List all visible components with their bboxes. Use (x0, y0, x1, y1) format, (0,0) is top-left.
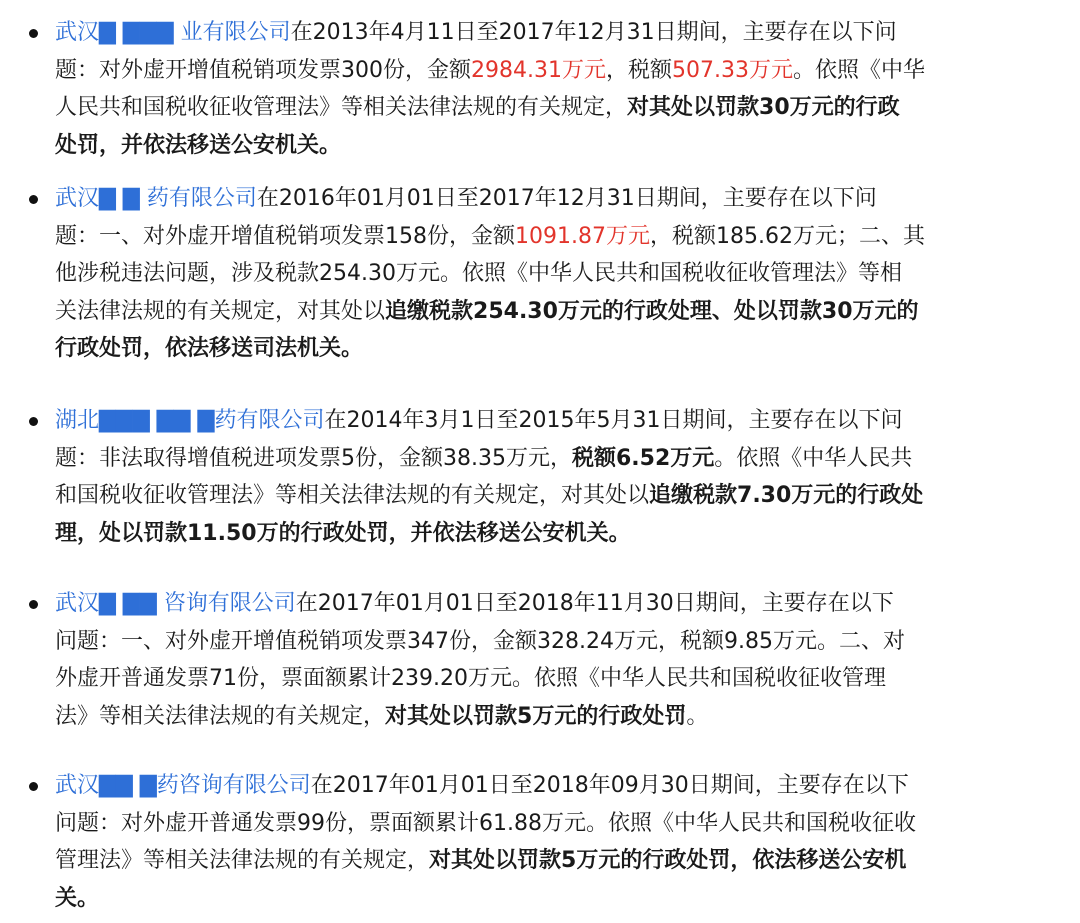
text-span: 在2016年01月01日至2017年12月31日期间，主要存在以下问 (256, 186, 877, 211)
text-span: 法》等相关法律法规的有关规定， (55, 703, 386, 729)
text-span: 在2014年3月1日至2015年5月31日期间，主要存在以下问 (324, 408, 903, 433)
text-span: ，税额 (605, 57, 672, 83)
text-line (55, 127, 1055, 165)
penalty-emphasis: 对其处以罚款5万元的行政处罚，依法移送公安机 (429, 848, 907, 873)
text-line (55, 218, 1055, 256)
company-link[interactable]: 武汉▇ ▇ 药有限公司 (55, 186, 257, 211)
text-span: 题：非法取得增值税进项发票5份，金额38.35万元， (55, 445, 572, 471)
text-line (55, 255, 1055, 293)
text-span: 。 (686, 703, 709, 729)
text-line (55, 293, 1055, 331)
text-span: 在2017年01月01日至2018年09月30日期间，主要存在以下 (310, 773, 909, 798)
penalty-emphasis: 行政处罚，依法移送司法机关。 (55, 336, 364, 361)
text-line (55, 623, 1055, 661)
bullet-icon (29, 782, 38, 791)
text-span: 外虚开普通发票71份，票面额累计239.20万元。依照《中华人民共和国税收征收管理 (55, 666, 886, 691)
text-span: 和国税收征收管理法》等相关法律法规的有关规定，对其处以 (55, 483, 650, 508)
text-span: 问题：对外虚开普通发票99份，票面额累计61.88万元。依照《中华人民共和国税收征收 (55, 810, 916, 836)
text-line (55, 440, 1055, 478)
amount-highlight: 2984.31万元 (471, 57, 606, 83)
amount-highlight: 1091.87万元 (515, 223, 650, 249)
penalty-emphasis: 关。 (55, 885, 100, 911)
penalty-emphasis: 处罚，并依法移送公安机关。 (55, 132, 342, 158)
bullet-icon (29, 195, 38, 204)
text-line (55, 52, 1055, 90)
text-line (55, 14, 1055, 52)
bullet-icon (29, 600, 38, 609)
text-line (55, 585, 1055, 623)
text-span: 在2013年4月11日至2017年12月31日期间，主要存在以下问 (290, 20, 897, 45)
text-line (55, 698, 1055, 736)
text-span: 他涉税违法问题，涉及税款254.30万元。依照《中华人民共和国税收征收管理法》等相 (55, 261, 902, 286)
text-line (55, 180, 1055, 218)
text-span: 人民共和国税收征收管理法》等相关法律法规的有关规定， (55, 95, 628, 120)
text-span: 问题：一、对外虚开增值税销项发票347份，金额328.24万元，税额9.85万元。二、对 (55, 628, 905, 654)
text-line (55, 805, 1055, 843)
penalty-emphasis: 对其处以罚款30万元的行政 (627, 95, 900, 120)
text-line (55, 842, 1055, 880)
bullet-icon (29, 29, 38, 38)
text-line (55, 330, 1055, 368)
text-line (55, 477, 1055, 515)
penalty-emphasis: 追缴税款254.30万元的行政处理、处以罚款30万元的 (385, 298, 919, 324)
text-span: 关法律法规的有关规定，对其处以 (55, 298, 386, 324)
company-link[interactable]: 武汉▇▇ ▇药咨询有限公司 (55, 773, 311, 798)
penalty-emphasis: 对其处以罚款5万元的行政处罚 (385, 703, 687, 729)
text-span: 管理法》等相关法律法规的有关规定， (55, 848, 430, 873)
company-link[interactable]: 湖北▇▇▇ ▇▇ ▇药有限公司 (55, 408, 325, 433)
text-span: ，税额185.62万元；二、其 (649, 223, 925, 249)
text-span: 题：一、对外虚开增值税销项发票158份，金额 (55, 223, 515, 249)
company-link[interactable]: 武汉▇ ▇▇ 咨询有限公司 (55, 591, 296, 616)
amount-highlight: 507.33万元 (672, 57, 793, 83)
text-line (55, 767, 1055, 805)
text-line (55, 89, 1055, 127)
text-line (55, 515, 1055, 553)
text-span: 题：对外虚开增值税销项发票300份，金额 (55, 57, 471, 83)
text-span: 。依照《中华人民共 (714, 445, 913, 471)
text-line (55, 880, 1055, 918)
text-line (55, 402, 1055, 440)
text-span: 。依照《中华 (792, 57, 925, 83)
text-line (55, 660, 1055, 698)
penalty-emphasis: 理，处以罚款11.50万的行政处罚，并依法移送公安机关。 (55, 520, 631, 546)
text-span: 在2017年01月01日至2018年11月30日期间，主要存在以下 (295, 591, 894, 616)
penalty-emphasis: 追缴税款7.30万元的行政处 (649, 483, 924, 508)
company-link[interactable]: 武汉▇ ▇▇▇ 业有限公司 (55, 20, 291, 45)
penalty-emphasis: 税额6.52万元 (571, 445, 715, 471)
bullet-icon (29, 417, 38, 426)
